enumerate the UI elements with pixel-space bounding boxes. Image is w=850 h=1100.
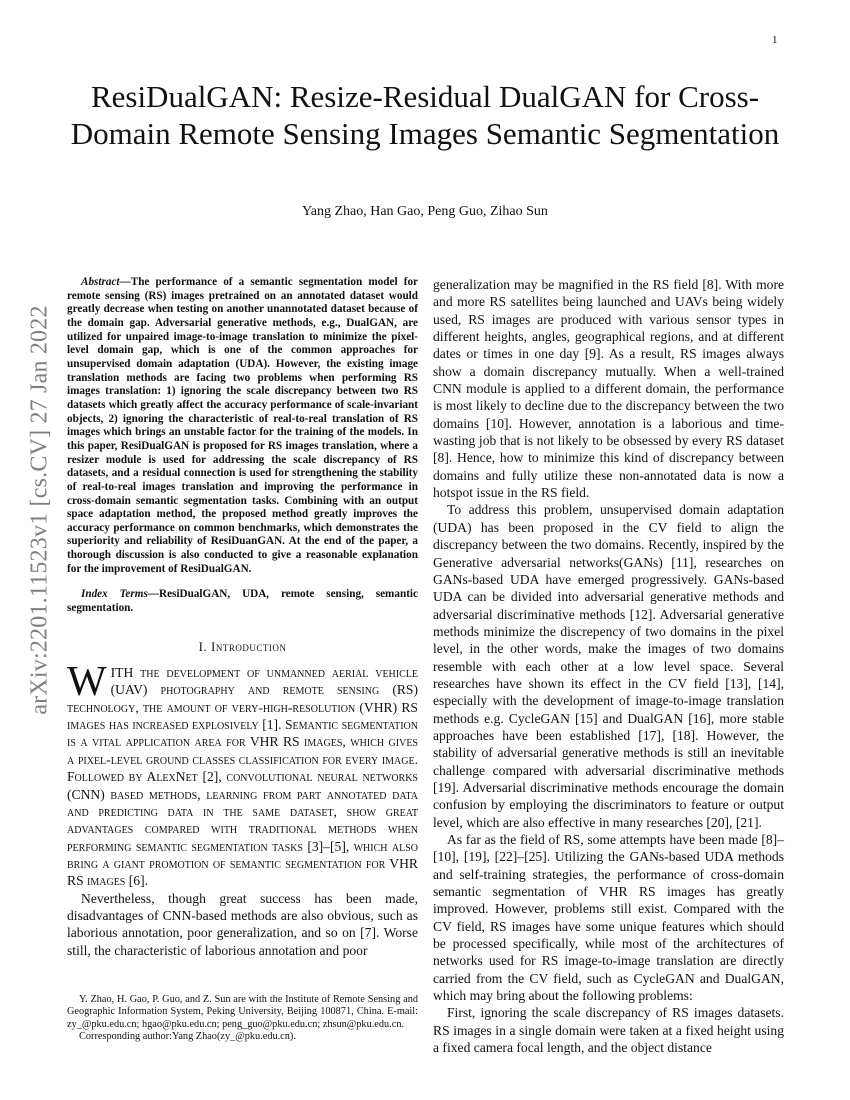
- index-terms-label: Index Terms: [81, 588, 148, 601]
- right-paragraph-3: As far as the field of RS, some attempts have been made [8]–[10], [19], [22]–[25]. Utilizing the GANs-based UDA methods and self-training strategies, the performance of cross-domain semantic segmentation of VHR RS images has greatly improved. However, problems still exist. Compared with the CV field, RS images have some unique features which should be processed specifically, while most of the architectures of networks used for RS image-to-image translation are directly carried from the CV field, such as CycleGAN and DualGAN, which may bring about the following problems:: [433, 832, 784, 1004]
- affiliation-footnote: Y. Zhao, H. Gao, P. Guo, and Z. Sun are with the Institute of Remote Sensing and Geographic Information System, Peking University, Beijing 100871, China. E-mail: zy_@pku.edu.cn; hgao@pku.edu.cn; peng_guo@pku.edu.cn; zhsun@pku.edu.cn.: [67, 994, 418, 1030]
- author-list: Yang Zhao, Han Gao, Peng Guo, Zihao Sun: [302, 204, 548, 219]
- abstract-text: —The performance of a semantic segmentation model for remote sensing (RS) images pretrained on an annotated dataset would greatly decrease when testing on another unannotated dataset because of the domain gap. Adversarial generative methods, e.g., DualGAN, are utilized for unpaired image-to-image translation to minimize the pixel-level domain gap, which is one of the common approaches for unsupervised domain adaptation (UDA). However, the existing image translation methods are facing two problems when performing RS images translation: 1) ignoring the scale discrepancy between two RS datasets which greatly affect the accuracy performance of scale-invariant objects, 2) ignoring the characteristic of real-to-real translation of RS images which brings an unstable factor for the training of the models. In this paper, ResiDualGAN is proposed for RS images translation, where a resizer module is used for addressing the scale discrepancy of RS datasets, and a residual connection is used for strengthening the stability of real-to-real images translation and improving the performance in cross-domain semantic segmentation tasks. Combining with an output space adaptation method, the proposed method greatly improves the accuracy performance on common benchmarks, which demonstrates the superiority and reliability of ResiDuanGAN. At the end of the paper, a thorough discussion is also conducted to give a reasonable explanation for the improvement of ResiDualGAN.: [67, 276, 418, 575]
- arxiv-id: arXiv:2201.11523v1 [cs.CV] 27 Jan 2022: [26, 305, 53, 715]
- right-paragraph-2: To address this problem, unsupervised domain adaptation (UDA) has been proposed in the CV field to align the discrepancy between the two domains. Recently, inspired by the Generative adversarial networks(GANs) [11], researches on GANs-based UDA have emerged progressively. GANs-based UDA can be divided into adversarial generative methods and adversarial discriminative methods [12]. Adversarial generative methods minimize the discrepency of two domains in the pixel level, in the other words, make the images of two domains resemble with each other at a low level space. Several researches have shown its effect in the CV field [13], [14], especially with the development of image-to-image translation methods e.g. CycleGAN [15] and DualGAN [16], more stable approaches have been established [17], [18]. However, the stability of adversarial generative methods is still an inevitable challenge compared with adversarial discriminative methods [19]. Adversarial discriminative methods encourage the domain confusion by employing the discriminators to feature or output level, which are also effective in many researches [20], [21].: [433, 502, 784, 830]
- intro-paragraph-2: Nevertheless, though great success has been made, disadvantages of CNN-based methods are also obvious, such as laborious annotation, poor generalization, and so on [7]. Worse still, the characteristic of laborious annotation and poor: [67, 890, 418, 958]
- right-paragraph-4: First, ignoring the scale discrepancy of RS images datasets. RS images in a single domain were taken at a fixed height using a fixed camera focal length, and the object distance: [433, 1005, 784, 1056]
- abstract-label: Abstract: [81, 276, 120, 288]
- index-terms: [67, 588, 418, 615]
- section-heading-introduction: [67, 638, 418, 655]
- intro-paragraph-1-text: ITH the development of unmanned aerial vehicle (UAV) photography and remote sensing (RS) technology, the amount of very-high-resolution (VHR) RS images has increased explosively [1]. Semantic segmentation is a vital application area for VHR RS images, which gives a pixel-level ground classes classification for every image. Followed by AlexNet [2], convolutional neural networks (CNN) based methods, learning from part annotated data and predicting data in the same dataset, show great advantages compared with traditional methods when performing semantic segmentation tasks [3]–[5], which also bring a giant promotion of semantic segmentation for VHR RS images [6].: [67, 665, 418, 889]
- left-column: [67, 276, 418, 959]
- paper-title: ResiDualGAN: Resize-Residual DualGAN for Cross-Domain Remote Sensing Images Semantic Segmentation: [70, 79, 780, 151]
- right-paragraph-1: generalization may be magnified in the RS field [8]. With more and more RS satellites being launched and UAVs being widely used, RS images are produced with various sensor types in different heights, angles, geographical regions, and at different dates or times in one day [9]. As a result, RS images always show a domain discrepancy mutually. When a well-trained CNN module is applied to a different domain, the performance is most likely to decline due to the discrepancy between the two domains [10]. However, annotation is a laborious and time-wasting job that is not likely to be obsessed by every RS dataset [8]. Hence, how to minimize this kind of discrepancy between domains and fully utilize these non-annotated data is now a hotspot issue in the RS field.: [433, 277, 784, 501]
- intro-paragraph-1: [67, 659, 418, 889]
- right-column: [433, 276, 784, 1056]
- page-number: 1: [772, 34, 778, 46]
- section-title: Introduction: [211, 638, 287, 654]
- arxiv-stamp: [18, 300, 62, 720]
- index-terms-text: —ResiDualGAN, UDA, remote sensing, semantic segmentation.: [67, 588, 418, 615]
- section-number: I.: [198, 638, 211, 654]
- footnotes: [67, 994, 418, 1043]
- abstract: [67, 276, 418, 576]
- drop-cap: W: [67, 659, 107, 706]
- corresponding-author-footnote: Corresponding author:Yang Zhao(zy_@pku.edu.cn).: [79, 1030, 296, 1042]
